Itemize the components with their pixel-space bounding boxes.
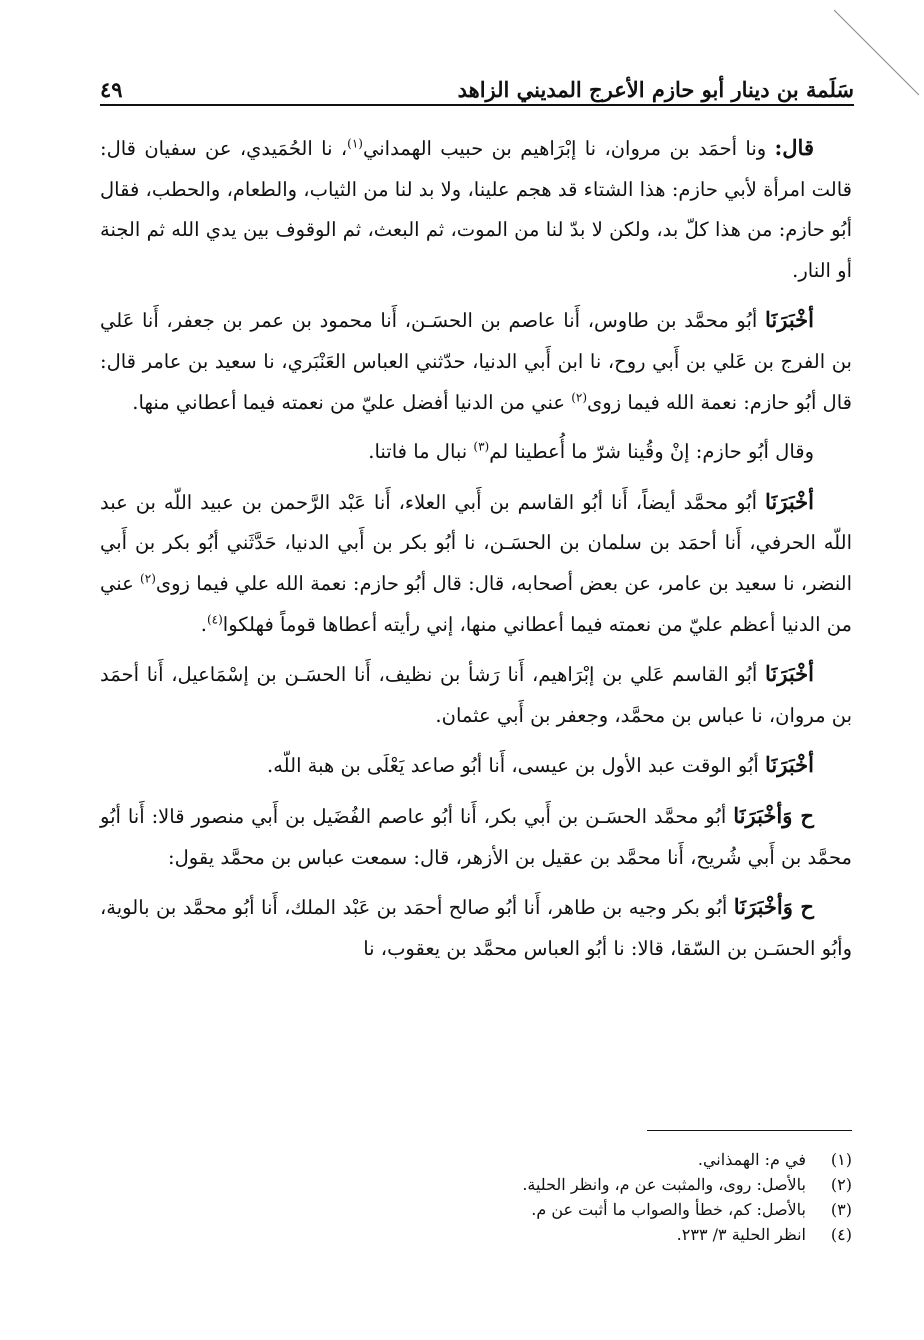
footnote-number: (٤) <box>830 1225 852 1244</box>
paragraph-text: أبُو محمَّد أيضاً، أَنا أبُو القاسم بن أَبي العلاء، أَنا عَبْد الرَّحمن بن عبيد اللّه بن عبد اللّه الحرفي، أَنا أحمَد بن سلمان بن الحسَـن، نا أبُو بكر بن أَبي الدنيا، حَدَّثَني أبُو بكر بن أَبي النضر، نا سعيد بن عامر، عن بعض أصحابه، قال: قال أبُو حازم: نعمة الله علي فيما زوى <box>100 490 852 595</box>
main-text <box>100 128 852 978</box>
page-number: ٤٩ <box>100 77 123 102</box>
paragraph <box>100 432 852 473</box>
paragraph-text: أبُو بكر وجيه بن طاهر، أَنا أبُو صالح أحمَد بن عَبْد الملك، أَنا أبُو محمَّد بن بالوية، وأبُو الحسَـن بن السّقا، قالا: نا أبُو العباس محمَّد بن يعقوب، نا <box>100 896 852 960</box>
footnote-rule <box>647 1130 852 1131</box>
footnote <box>100 1172 852 1197</box>
footnote-number: (٣) <box>830 1200 852 1219</box>
paragraph-text: وقال أبُو حازم: إنْ وقُينا شرّ ما أُعطينا لم <box>489 440 814 464</box>
footnote-text: انظر الحلية ٣/ ٢٣٣. <box>676 1225 806 1244</box>
paragraph-tail: . <box>200 612 207 636</box>
paragraph-lead: ح وَأخْبَرَنَا <box>733 894 814 920</box>
running-title: سَلَمة بن دينار أبو حازم الأعرج المديني الزاهد <box>457 77 854 102</box>
running-header <box>100 66 854 102</box>
paragraph-lead: قال: <box>774 135 814 160</box>
footnote <box>100 1222 852 1247</box>
footnote <box>100 1197 852 1222</box>
paragraph <box>100 654 852 736</box>
footnote-text: في م: الهمذاني. <box>697 1150 806 1169</box>
footnote-number: (١) <box>830 1150 852 1169</box>
paragraph <box>100 745 852 787</box>
paragraph-tail: ، نا الحُمَيدي، عن سفيان قال: قالت امرأة لأبي حازم: هذا الشتاء قد هجم علينا، ولا بد لنا من الثياب، والطعام، والحطب، فقال أبُو حازم: من هذا كلّ بد، ولكن لا بدّ لنا من الموت، ثم البعث، ثم الوقوف بين يدي الله ثم الجنة أو النار. <box>100 137 852 282</box>
paragraph-lead: أخْبَرَنَا <box>765 661 814 687</box>
footnote-ref: (٢) <box>140 571 156 586</box>
paragraph-tail: عني من الدنيا أعظم عليّ من نعمته فيما أعطاني منها، إني رأيته أعطاها قوماً فهلكوا <box>100 571 852 636</box>
paragraph-text: أبُو محمَّد بن طاوس، أَنا عاصم بن الحسَـن، أَنا محمود بن عمر بن جعفر، أَنا عَلي بن الفرج بن عَلي بن أَبي روح، نا ابن أَبي الدنيا، حدّثني العباس العَنْبَري، نا سعيد بن عامر قال: قال أبُو حازم: نعمة الله فيما زوى <box>100 309 852 414</box>
footnote-ref: (٣) <box>473 439 490 454</box>
paragraph-lead: ح وَأخْبَرَنَا <box>733 802 814 828</box>
paragraph-text: أبُو الوقت عبد الأول بن عيسى، أَنا أبُو صاعد يَعْلَى بن هبة اللّه. <box>267 754 759 778</box>
paragraph-lead: أخْبَرَنَا <box>765 752 814 778</box>
footnote-number: (٢) <box>830 1175 852 1194</box>
paragraph <box>100 482 852 645</box>
paragraph-text: أبُو محمَّد الحسَـن بن أَبي بكر، أَنا أبُو عاصم الفُضَيل بن أَبي منصور قالا: أَنا أبُو محمَّد بن أَبي شُريح، أَنا محمَّد بن عقيل بن الأزهر، قال: سمعت عباس بن محمَّد يقول: <box>100 804 852 869</box>
footnotes <box>100 1147 852 1247</box>
footnote-text: بالأصل: روى، والمثبت عن م، وانظر الحلية. <box>522 1175 806 1194</box>
paragraph-lead: أخْبَرَنَا <box>765 488 814 514</box>
paragraph <box>100 796 852 878</box>
footnote-ref: (٤) <box>206 612 223 627</box>
footnote-text: بالأصل: كم، خطأ والصواب ما أثبت عن م. <box>531 1200 806 1219</box>
paragraph-lead: أخْبَرَنَا <box>765 307 814 333</box>
paragraph-text: أبُو القاسم عَلي بن إبْرَاهيم، أَنا رَشأ بن نظيف، أَنا الحسَـن بن إسْمَاعيل، أَنا أحمَد بن مروان، نا عباس بن محمَّد، وجعفر بن أَبي عثمان. <box>100 663 852 727</box>
paragraph <box>100 300 852 423</box>
paragraph-tail: عني من الدنيا أفضل عليّ من نعمته فيما أعطاني منها. <box>132 390 572 414</box>
paragraph-text: ونا أحمَد بن مروان، نا إبْرَاهيم بن حبيب الهمداني <box>362 137 767 160</box>
footnote-ref: (١) <box>347 136 363 151</box>
paragraph-tail: نبال ما فاتنا. <box>368 440 474 464</box>
footnote <box>100 1147 852 1172</box>
paragraph <box>100 128 852 291</box>
paragraph <box>100 887 852 969</box>
header-rule <box>100 104 854 106</box>
footnote-ref: (٢) <box>571 390 588 405</box>
